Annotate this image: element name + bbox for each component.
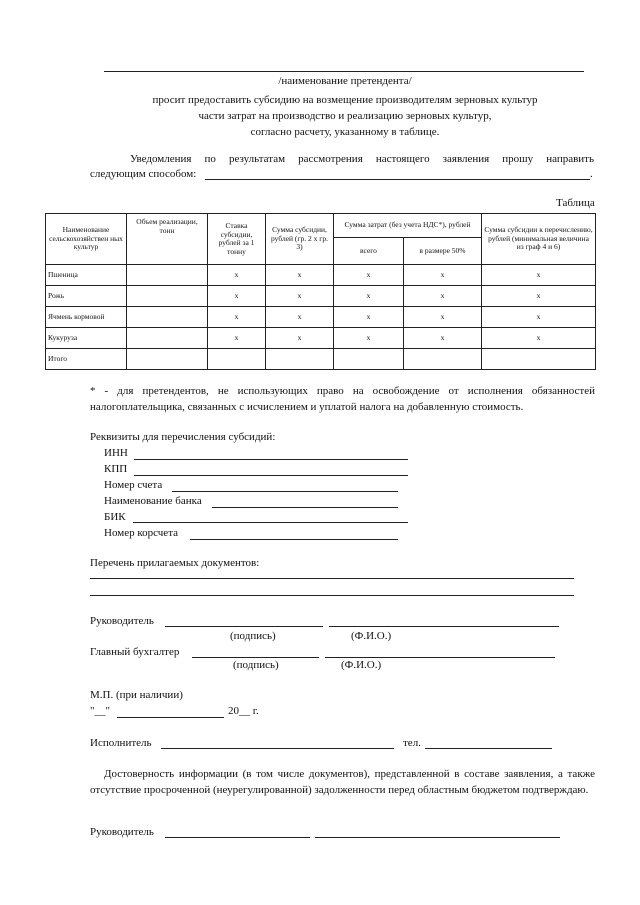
- table-cell[interactable]: [127, 286, 208, 307]
- table-caption: Таблица: [556, 197, 595, 209]
- subsidy-table: [45, 213, 596, 370]
- date-day[interactable]: "__": [90, 705, 110, 717]
- table-row: [46, 328, 596, 349]
- table-cell: х: [404, 286, 482, 307]
- header-transfer-sum: Сумма субсидии к перечислению, рублей (минимальная величина из граф 4 и 6): [482, 214, 596, 265]
- table-cell: х: [404, 265, 482, 286]
- head-label: Руководитель: [90, 615, 154, 627]
- request-line-1: просит предоставить субсидию на возмещение производителям зерновых культур: [152, 94, 538, 106]
- phone-line[interactable]: [425, 748, 552, 749]
- notification-method-line[interactable]: [205, 179, 590, 180]
- table-cell: х: [208, 328, 266, 349]
- table-row: [46, 265, 596, 286]
- table-cell: х: [266, 286, 334, 307]
- bik-label: БИК: [104, 511, 126, 523]
- header-costs-total: всего: [334, 238, 404, 265]
- table-cell: х: [482, 265, 596, 286]
- account-number-label: Номер счета: [104, 479, 163, 491]
- head-fio-line[interactable]: [329, 626, 559, 627]
- head-signature-line[interactable]: [165, 626, 323, 627]
- table-cell[interactable]: [127, 307, 208, 328]
- row-crop-name: Рожь: [46, 286, 127, 307]
- documents-title: Перечень прилагаемых документов:: [90, 557, 260, 569]
- date-year[interactable]: 20__ г.: [228, 705, 259, 717]
- table-cell: х: [482, 328, 596, 349]
- row-crop-name: Ячмень кормовой: [46, 307, 127, 328]
- header-subsidy-sum: Сумма субсидии, рублей (гр. 2 х гр. 3): [266, 214, 334, 265]
- notification-line-2-suffix: .: [590, 168, 593, 180]
- correspondent-account-label: Номер корсчета: [104, 527, 179, 539]
- chief-accountant-fio-line[interactable]: [325, 657, 555, 658]
- chief-accountant-signature-caption: (подпись): [233, 659, 279, 671]
- table-cell: х: [334, 307, 404, 328]
- stamp-label: М.П. (при наличии): [90, 689, 183, 701]
- table-cell: х: [404, 307, 482, 328]
- row-crop-name: Пшеница: [46, 265, 127, 286]
- table-cell: х: [266, 307, 334, 328]
- table-cell[interactable]: [127, 265, 208, 286]
- request-line-3: согласно расчету, указанному в таблице.: [250, 126, 440, 138]
- date-month-line[interactable]: [117, 717, 224, 718]
- table-cell: х: [482, 286, 596, 307]
- account-number-field[interactable]: [172, 491, 398, 492]
- notification-line-1: Уведомления по результатам рассмотрения настоящего заявления прошу направить: [130, 153, 594, 165]
- chief-accountant-fio-caption: (Ф.И.О.): [341, 659, 382, 671]
- inn-label: ИНН: [104, 447, 128, 459]
- table-cell[interactable]: [208, 349, 266, 370]
- requisites-title: Реквизиты для перечисления субсидий:: [90, 431, 276, 443]
- chief-accountant-signature-line[interactable]: [192, 657, 319, 658]
- table-cell[interactable]: [127, 349, 208, 370]
- bik-field[interactable]: [133, 522, 408, 523]
- table-row: [46, 286, 596, 307]
- final-head-fio-line[interactable]: [315, 837, 560, 838]
- inn-field[interactable]: [134, 459, 408, 460]
- table-cell: х: [482, 307, 596, 328]
- kpp-field[interactable]: [134, 475, 408, 476]
- executor-label: Исполнитель: [90, 737, 152, 749]
- table-cell: х: [266, 265, 334, 286]
- table-cell[interactable]: [482, 349, 596, 370]
- request-line-2: части затрат на производство и реализацию зерновых культур,: [198, 110, 492, 122]
- table-cell: х: [334, 286, 404, 307]
- table-cell: х: [404, 328, 482, 349]
- header-rate: Ставка субсидии, рублей за 1 тонну: [208, 214, 266, 265]
- head-fio-caption: (Ф.И.О.): [351, 630, 392, 642]
- table-cell: х: [208, 307, 266, 328]
- phone-label: тел.: [403, 737, 421, 749]
- final-head-signature-line[interactable]: [165, 837, 310, 838]
- table-cell: х: [208, 286, 266, 307]
- header-costs-half: в размере 50%: [404, 238, 482, 265]
- table-cell[interactable]: [266, 349, 334, 370]
- applicant-caption: /наименование претендента/: [278, 75, 412, 87]
- table-cell: х: [266, 328, 334, 349]
- table-row-total: [46, 349, 596, 370]
- applicant-name-line[interactable]: [104, 71, 584, 72]
- header-costs-group: Сумма затрат (без учета НДС*), рублей: [334, 214, 482, 238]
- vat-footnote: * - для претендентов, не использующих право на освобождение от исполнения обязанностей налогоплательщика, связанных с исчислением и уплатой налога на добавленную стоимость.: [90, 385, 595, 413]
- table-cell[interactable]: [404, 349, 482, 370]
- confirmation-text: Достоверность информации (в том числе документов), представленной в составе заявления, а также отсутствие просроченной (неурегулированной) задолженности перед областным бюджетом подтверждаю.: [90, 768, 595, 796]
- row-crop-name: Кукуруза: [46, 328, 127, 349]
- table-row: [46, 307, 596, 328]
- head-signature-caption: (подпись): [230, 630, 276, 642]
- bank-name-field[interactable]: [212, 507, 398, 508]
- documents-line-1[interactable]: [90, 578, 574, 579]
- table-cell: х: [334, 265, 404, 286]
- table-cell: х: [334, 328, 404, 349]
- executor-name-line[interactable]: [161, 748, 394, 749]
- header-crop-name: Наименование сельскохозяйствен ных культур: [46, 214, 127, 265]
- row-crop-name: Итого: [46, 349, 127, 370]
- final-head-label: Руководитель: [90, 826, 154, 838]
- table-cell[interactable]: [334, 349, 404, 370]
- bank-name-label: Наименование банка: [104, 495, 202, 507]
- header-volume: Объем реализации, тонн: [127, 214, 208, 265]
- correspondent-account-field[interactable]: [190, 539, 398, 540]
- table-cell: х: [208, 265, 266, 286]
- kpp-label: КПП: [104, 463, 128, 475]
- table-cell[interactable]: [127, 328, 208, 349]
- documents-line-2[interactable]: [90, 595, 574, 596]
- notification-line-2-prefix: следующим способом:: [90, 168, 197, 180]
- chief-accountant-label: Главный бухгалтер: [90, 646, 180, 658]
